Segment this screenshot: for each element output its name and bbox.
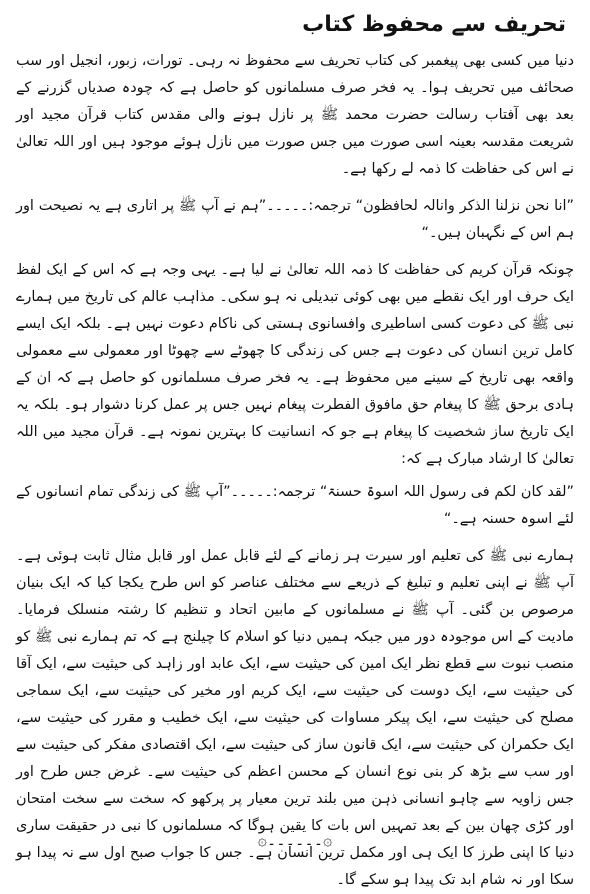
flower-ornament-icon: ۞۔۔۔۔۔۔۞: [257, 830, 333, 849]
paragraph-quran-verse-2: ”لقد کان لکم فی رسول اللہ اسوۃ حسنۃ“ ترجمہ:۔۔۔۔۔”آپ ﷺ کی زندگی تمام انسانوں کے لئے اسوہ حسنہ ہے۔“: [16, 484, 574, 527]
page-title: تحریف سے محفوظ کتاب: [302, 12, 566, 37]
ornament-divider: [0, 828, 590, 852]
paragraph-intro: دنیا میں کسی بھی پیغمبر کی کتاب تحریف سے محفوظ نہ رہی۔ تورات، زبور، انجیل اور سب صحائف میں تحریف ہوا۔ یہ فخر صرف مسلمانوں کو حاصل ہے کہ چودہ صدیاں گزرنے کے بعد بھی آفتاب رسالت حضرت محمد ﷺ پر نازل ہونے والی مقدس کتاب قرآن مجید اور شریعت مقدسہ بعینہ اسی صورت میں جس صورت میں نازل ہوئے موجود ہیں اور اللہ تعالیٰ نے اس کی حفاظت کا ذمہ لے رکھا ہے۔: [16, 53, 574, 177]
paragraph-preservation: چونکہ قرآن کریم کی حفاظت کا ذمہ اللہ تعالیٰ نے لیا ہے۔ یہی وجہ ہے کہ اس کے ایک لفظ ایک حرف اور ایک نقطے میں بھی کوئی تبدیلی نہ ہو سکی۔ مذاہب عالم کی تاریخ میں ہمارے نبی ﷺ کی دعوت کسی اساطیری وافسانوی ہستی کی ناکام دعوت نہیں ہے۔ بلکہ ایک ایسے کامل ترین انسان کی دعوت ہے جس کی زندگی کا چھوٹے سے چھوٹا اور معمولی سے معمولی واقعہ بھی تاریخ کے سینے میں محفوظ ہے۔ یہ فخر صرف مسلمانوں کو حاصل ہے کہ ان کے ہادی برحق ﷺ کا پیغام حق مافوق الفطرت پیغام نہیں جس پر عمل کرنا دشوار ہو۔ بلکہ یہ ایک تاریخ ساز شخصیت کا پیغام ہے جو کہ انسانیت کا بہترین نمونہ ہے۔ قرآن مجید میں اللہ تعالیٰ کا ارشاد مبارک ہے کہ:: [16, 262, 574, 467]
paragraph-quran-verse-1: ”انا نحن نزلنا الذکر وانالہ لحافظون“ ترجمہ:۔۔۔۔۔”ہم نے آپ ﷺ پر اتاری ہے یہ نصیحت اور ہم اس کے نگہبان ہیں۔“: [16, 198, 574, 241]
paragraph-teachings: ہمارے نبی ﷺ کی تعلیم اور سیرت ہر زمانے کے لئے قابل عمل اور قابل مثال ثابت ہوئی ہے۔ آپ ﷺ نے اپنی تعلیم و تبلیغ کے ذریعے سے مختلف عناصر کو اس طرح یکجا کیا کہ ایک بنیان مرصوص بن گئی۔ آپ ﷺ نے مسلمانوں کے مابین اتحاد و تنظیم کا رشتہ منسلک فرمایا۔ مادیت کے اس موجودہ دور میں جبکہ ہمیں دنیا کو اسلام کا چیلنج ہے کہ تم ہمارے نبی ﷺ کو منصب نبوت سے قطع نظر ایک امین کی حیثیت سے، ایک عابد اور زاہد کی حیثیت سے، ایک آقا کی حیثیت سے، ایک دوست کی حیثیت سے، ایک کریم اور مخیر کی حیثیت سے، ایک سماجی مصلح کی حیثیت سے، ایک پیکر مساوات کی حیثیت سے، ایک خطیب و مقرر کی حیثیت سے، ایک حکمران کی حیثیت سے، ایک قانون ساز کی حیثیت سے، ایک اقتصادی مفکر کی حیثیت سے اور سب سے بڑھ کر بنی نوع انسان کے محسن اعظم کی حیثیت سے۔ غرض جس طرح اور جس زاویہ سے چاہو انسانی ذہن میں بلند ترین معیار پر پرکھو کہ سخت سے سخت امتحان اور کڑی چھان بین کے بعد تمہیں اس بات کا یقین ہوگا کہ مسلمانوں کا نبی در حقیقت ساری دنیا کا اپنی طرز کا ایک ہی اور مکمل ترین انسان ہے۔ جس کا جواب صبح اول سے نہ پیدا ہو سکا اور نہ شام ابد تک پیدا ہو سکے گا۔: [16, 548, 574, 888]
